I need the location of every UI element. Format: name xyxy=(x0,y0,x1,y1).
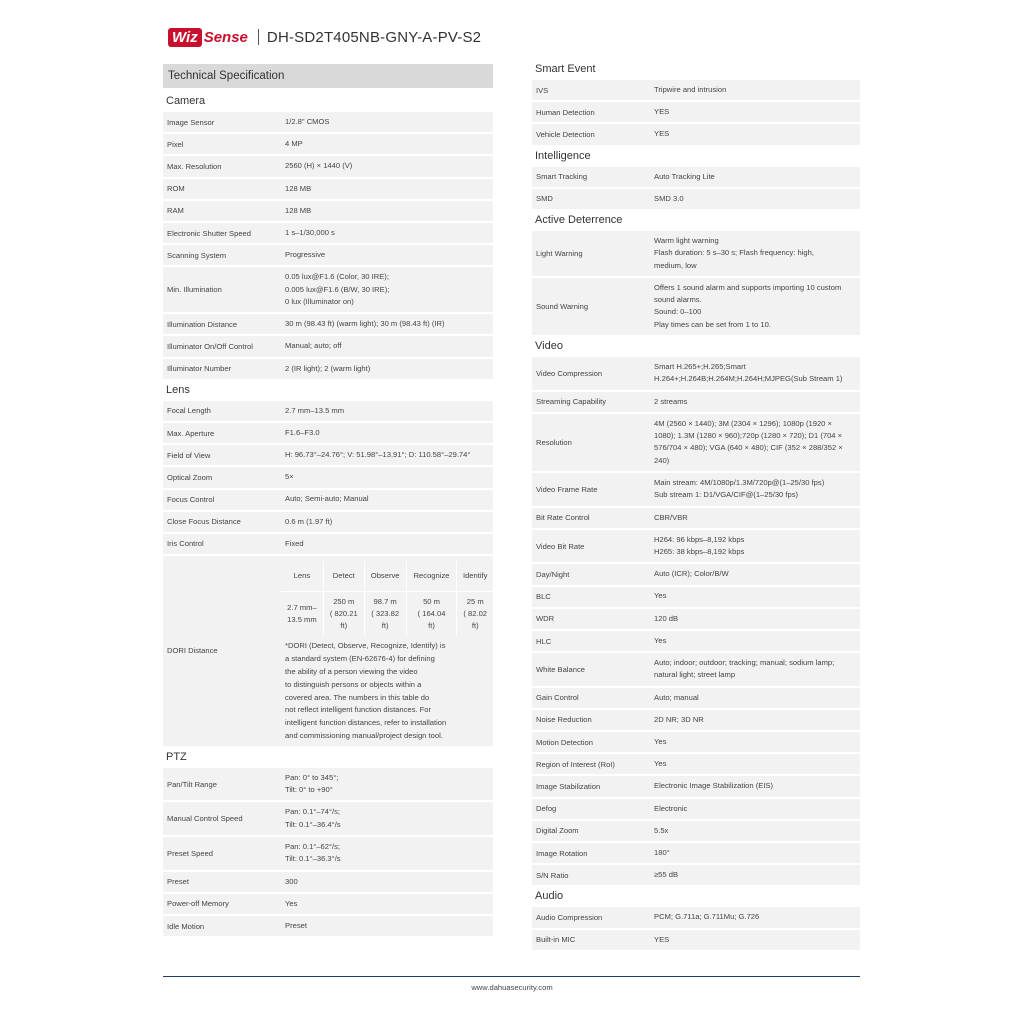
spec-value-line: Pan: 0° to 345°; xyxy=(285,772,339,782)
spec-value xyxy=(281,445,493,465)
dori-note-line: and commissioning manual/project design tool. xyxy=(285,731,443,741)
spec-row-human-detection xyxy=(532,102,860,122)
spec-key: Resolution xyxy=(536,437,572,447)
dori-note xyxy=(281,640,493,742)
spec-value xyxy=(650,653,860,686)
spec-key: Manual Control Speed xyxy=(167,814,243,824)
spec-row-wdr xyxy=(532,609,860,629)
spec-key: HLC xyxy=(536,636,552,646)
spec-value-line: H.264+;H.264B;H.264M;H.264H;MJPEG(Sub Stream 1) xyxy=(654,374,843,384)
spec-value xyxy=(650,102,860,122)
spec-value xyxy=(650,473,860,506)
spec-title: Technical Specification xyxy=(163,64,493,88)
spec-key: Bit Rate Control xyxy=(536,513,590,523)
spec-key: WDR xyxy=(536,614,555,624)
spec-row-dori xyxy=(163,556,493,746)
spec-row-noise-reduction xyxy=(532,710,860,730)
spec-value xyxy=(281,359,493,379)
spec-value xyxy=(650,631,860,651)
spec-value-line: 0.6 m (1.97 ft) xyxy=(285,516,333,526)
spec-value xyxy=(650,930,860,950)
spec-value-line: Tilt: 0.1°–36.3°/s xyxy=(285,854,341,864)
dori-cell-line: 25 m xyxy=(466,596,484,606)
spec-key: Motion Detection xyxy=(536,737,593,747)
dori-cell-line: ( 164.04 xyxy=(417,608,446,618)
dori-table xyxy=(281,561,493,636)
dori-cell-line: ft) xyxy=(340,621,348,631)
spec-value-line: PCM; G.711a; G.711Mu; G.726 xyxy=(654,912,760,922)
section-title-intelligence: Intelligence xyxy=(535,149,591,162)
spec-key: Human Detection xyxy=(536,107,595,117)
dori-cell xyxy=(364,591,406,636)
spec-value xyxy=(281,314,493,334)
spec-key: IVS xyxy=(536,85,549,95)
spec-row-day-night xyxy=(532,564,860,584)
left-sections xyxy=(163,92,493,554)
section-title-lens: Lens xyxy=(166,383,190,396)
spec-value xyxy=(281,423,493,443)
spec-row-focal-length xyxy=(163,401,493,421)
spec-key: Defog xyxy=(536,804,557,814)
spec-value xyxy=(281,156,493,176)
spec-key: Illuminator Number xyxy=(167,364,232,374)
dori-cell-line: ( 82.02 xyxy=(463,608,488,618)
spec-value-line: Pan: 0.1°–62°/s; xyxy=(285,842,341,852)
spec-value-line: 0.05 lux@F1.6 (Color, 30 IRE); xyxy=(285,272,389,282)
dori-note-line: a standard system (EN-62676-4) for defining xyxy=(285,654,435,664)
spec-value xyxy=(650,799,860,819)
spec-value xyxy=(650,688,860,708)
spec-value xyxy=(650,357,860,390)
spec-value-line: 0 lux (Illuminator on) xyxy=(285,296,354,306)
spec-key: Power-off Memory xyxy=(167,899,229,909)
spec-value-line: Fixed xyxy=(285,538,304,548)
spec-value-line: Sound: 0–100 xyxy=(654,307,702,317)
right-sections xyxy=(532,60,860,950)
spec-key: Max. Aperture xyxy=(167,428,215,438)
spec-row-smd xyxy=(532,189,860,209)
spec-key: Day/Night xyxy=(536,569,570,579)
right-column xyxy=(532,60,860,952)
spec-value xyxy=(281,534,493,554)
spec-key: Region of Interest (RoI) xyxy=(536,759,615,769)
spec-row-white-balance xyxy=(532,653,860,686)
spec-key: White Balance xyxy=(536,664,585,674)
spec-value xyxy=(281,112,493,132)
spec-key: Digital Zoom xyxy=(536,826,579,836)
spec-row-s-n-ratio xyxy=(532,865,860,885)
spec-row-max-resolution xyxy=(163,156,493,176)
spec-value-line: Tilt: 0.1°–36.4°/s xyxy=(285,819,341,829)
spec-key: Built-in MIC xyxy=(536,935,576,945)
spec-value-line: H: 96.73°–24.76°; V: 51.98°–13.91°; D: 110.58°–29.74° xyxy=(285,450,471,460)
spec-value-line: 128 MB xyxy=(285,205,312,215)
spec-row-built-in-mic xyxy=(532,930,860,950)
spec-value-line: Yes xyxy=(654,759,667,769)
spec-value-line: H264: 96 kbps–8,192 kbps xyxy=(654,534,745,544)
spec-value xyxy=(281,802,493,835)
spec-value-line: Electronic xyxy=(654,803,688,813)
dori-cell-line: 2.7 mm– xyxy=(287,602,317,612)
spec-value-line: Offers 1 sound alarm and supports importing 10 custom xyxy=(654,282,842,292)
spec-row-gain-control xyxy=(532,688,860,708)
spec-value xyxy=(650,392,860,412)
spec-value xyxy=(281,179,493,199)
spec-value xyxy=(650,587,860,607)
spec-row-optical-zoom xyxy=(163,467,493,487)
spec-row-video-frame-rate xyxy=(532,473,860,506)
spec-key: Min. Illumination xyxy=(167,285,222,295)
spec-key: Audio Compression xyxy=(536,912,603,922)
dori-cell-line: ( 323.82 xyxy=(371,608,400,618)
spec-key: Image Rotation xyxy=(536,848,588,858)
spec-value-line: Yes xyxy=(654,635,667,645)
spec-value xyxy=(281,223,493,243)
spec-row-resolution xyxy=(532,414,860,471)
dori-cell-line: ft) xyxy=(428,621,435,631)
dori-cell-line: 98.7 m xyxy=(373,596,397,606)
spec-value xyxy=(281,512,493,532)
spec-value-line: Sub stream 1: D1/VGA/CIF@(1–25/30 fps) xyxy=(654,490,799,500)
spec-key: Preset xyxy=(167,877,189,887)
dori-cell-line: 50 m xyxy=(423,596,440,606)
spec-value xyxy=(650,843,860,863)
spec-key: Noise Reduction xyxy=(536,715,592,725)
spec-value-line: 2.7 mm–13.5 mm xyxy=(285,405,345,415)
section-title-active-deterrence: Active Deterrence xyxy=(535,213,623,226)
spec-value xyxy=(281,267,493,312)
spec-value-line: natural light; street lamp xyxy=(654,670,736,680)
spec-value xyxy=(650,124,860,144)
spec-value xyxy=(281,916,493,936)
dori-cell xyxy=(457,591,493,636)
spec-key: Preset Speed xyxy=(167,848,214,858)
spec-row-ivs xyxy=(532,80,860,100)
spec-key: Electronic Shutter Speed xyxy=(167,228,252,238)
section-title-camera: Camera xyxy=(166,95,206,107)
dori-note-line: *DORI (Detect, Observe, Recognize, Identify) is xyxy=(285,641,446,651)
spec-row-blc xyxy=(532,587,860,607)
header-divider xyxy=(258,29,259,45)
spec-value-line: sound alarms. xyxy=(654,295,702,305)
page-header xyxy=(168,26,481,48)
spec-value-line: Manual; auto; off xyxy=(285,341,342,351)
spec-value-line: Flash duration: 5 s–30 s; Flash frequency: high, xyxy=(654,248,814,258)
dori-cell xyxy=(406,591,457,636)
spec-value-line: CBR/VBR xyxy=(654,512,688,522)
dori-header-recognize: Recognize xyxy=(406,561,457,591)
spec-value-line: 1/2.8" CMOS xyxy=(285,116,330,126)
spec-key: Pan/Tilt Range xyxy=(167,779,217,789)
spec-row-close-focus-distance xyxy=(163,512,493,532)
dori-value xyxy=(281,556,493,746)
logo-sense: Sense xyxy=(203,28,248,46)
section-title-smart-event: Smart Event xyxy=(535,63,596,75)
spec-value-line: 128 MB xyxy=(285,183,312,193)
spec-row-rom xyxy=(163,179,493,199)
section-title-audio: Audio xyxy=(535,890,564,903)
spec-value-line: Main stream: 4M/1080p/1.3M/720p@(1–25/30 fps) xyxy=(654,477,825,487)
spec-value xyxy=(281,837,493,870)
spec-value-line: 120 dB xyxy=(654,613,679,623)
spec-key: Field of View xyxy=(167,450,211,460)
spec-row-region-of-interest-roi xyxy=(532,754,860,774)
spec-key: Streaming Capability xyxy=(536,397,607,407)
spec-value-line: 4 MP xyxy=(285,139,303,149)
dori-cell-line: 13.5 mm xyxy=(287,615,317,625)
spec-value-line: Auto; indoor; outdoor; tracking; manual; sodium lamp; xyxy=(654,658,835,668)
spec-value-line: Tripwire and intrusion xyxy=(654,84,727,94)
dori-cell xyxy=(281,591,323,636)
spec-key: SMD xyxy=(536,194,553,204)
dori-cell-line: ft) xyxy=(471,621,479,631)
spec-row-image-rotation xyxy=(532,843,860,863)
section-title-ptz: PTZ xyxy=(166,750,187,763)
spec-key: Focus Control xyxy=(167,495,215,505)
spec-key: RAM xyxy=(167,206,184,216)
spec-row-pixel xyxy=(163,134,493,154)
spec-row-electronic-shutter-speed xyxy=(163,223,493,243)
spec-value-line: Warm light warning xyxy=(654,235,719,245)
spec-value-line: medium, low xyxy=(654,260,697,270)
spec-value-line: ≥55 dB xyxy=(654,870,679,880)
spec-value xyxy=(650,414,860,471)
spec-key: Video Bit Rate xyxy=(536,541,585,551)
spec-value-line: Auto Tracking Lite xyxy=(654,171,715,181)
spec-key: Illuminator On/Off Control xyxy=(167,341,253,351)
spec-key: Smart Tracking xyxy=(536,172,588,182)
spec-value xyxy=(650,907,860,927)
spec-value xyxy=(281,872,493,892)
spec-key: Pixel xyxy=(167,139,184,149)
section-title-video: Video xyxy=(535,340,563,353)
spec-value-line: YES xyxy=(654,129,670,139)
spec-value-line: F1.6–F3.0 xyxy=(285,427,320,437)
spec-row-focus-control xyxy=(163,490,493,510)
spec-row-audio-compression xyxy=(532,907,860,927)
spec-row-min-illumination xyxy=(163,267,493,312)
spec-value-line: 300 xyxy=(285,876,298,886)
wizsense-logo xyxy=(168,28,248,47)
spec-row-idle-motion xyxy=(163,916,493,936)
spec-value xyxy=(650,710,860,730)
spec-key: Gain Control xyxy=(536,693,579,703)
spec-value-line: 180° xyxy=(654,847,670,857)
spec-row-illuminator-number xyxy=(163,359,493,379)
spec-row-hlc xyxy=(532,631,860,651)
spec-row-image-stabilization xyxy=(532,776,860,796)
spec-row-digital-zoom xyxy=(532,821,860,841)
spec-value-line: SMD 3.0 xyxy=(654,193,684,203)
spec-row-max-aperture xyxy=(163,423,493,443)
spec-value-line: Electronic Image Stabilization (EIS) xyxy=(654,781,774,791)
spec-value xyxy=(650,278,860,335)
spec-row-ram xyxy=(163,201,493,221)
spec-value xyxy=(650,530,860,563)
spec-value-line: 4M (2560 × 1440); 3M (2304 × 1296); 1080p (1920 × xyxy=(654,418,832,428)
spec-key: Light Warning xyxy=(536,248,583,258)
left-column xyxy=(163,60,493,938)
spec-value-line: Yes xyxy=(654,591,667,601)
spec-value xyxy=(281,201,493,221)
dori-header-detect: Detect xyxy=(323,561,364,591)
spec-value-line: 2D NR; 3D NR xyxy=(654,714,704,724)
spec-value-line: Yes xyxy=(654,737,667,747)
spec-value-line: Tilt: 0° to +90° xyxy=(285,785,333,795)
spec-row-image-sensor xyxy=(163,112,493,132)
dori-note-line: not reflect intelligent function distances. For xyxy=(285,705,432,715)
dori-note-line: covered area. The numbers in this table do xyxy=(285,692,430,702)
spec-value-line: 1080); 1.3M (1280 × 960);720p (1280 × 720); D1 (704 × xyxy=(654,431,843,441)
spec-value-line: 5× xyxy=(285,472,294,482)
dori-cell-line: ft) xyxy=(381,621,389,631)
spec-key: Iris Control xyxy=(167,539,204,549)
spec-row-manual-control-speed xyxy=(163,802,493,835)
spec-row-scanning-system xyxy=(163,245,493,265)
spec-key: Close Focus Distance xyxy=(167,517,241,527)
spec-value-line: 576/704 × 480); VGA (640 × 480); CIF (352 × 288/352 × xyxy=(654,443,843,453)
spec-value xyxy=(650,732,860,752)
spec-row-smart-tracking xyxy=(532,167,860,187)
spec-key: DORI Distance xyxy=(167,646,218,656)
dori-note-line: intelligent function distances, refer to installation xyxy=(285,718,447,728)
spec-value xyxy=(281,467,493,487)
dori-note-line: the ability of a person viewing the video xyxy=(285,667,418,677)
spec-value xyxy=(650,80,860,100)
spec-value xyxy=(650,609,860,629)
ptz-section xyxy=(163,748,493,936)
spec-value xyxy=(650,754,860,774)
spec-row-video-compression xyxy=(532,357,860,390)
spec-value-line: 5.5x xyxy=(654,825,669,835)
spec-value xyxy=(281,490,493,510)
spec-value-line: YES xyxy=(654,934,670,944)
spec-value xyxy=(650,865,860,885)
spec-row-vehicle-detection xyxy=(532,124,860,144)
dori-header-observe: Observe xyxy=(364,561,406,591)
spec-value-line: 30 m (98.43 ft) (warm light); 30 m (98.43 ft) (IR) xyxy=(285,319,445,329)
spec-row-field-of-view xyxy=(163,445,493,465)
spec-row-preset-speed xyxy=(163,837,493,870)
dori-header-identify: Identify xyxy=(457,561,493,591)
spec-value xyxy=(281,134,493,154)
spec-key: Max. Resolution xyxy=(167,161,222,171)
spec-row-streaming-capability xyxy=(532,392,860,412)
spec-value xyxy=(650,189,860,209)
spec-row-video-bit-rate xyxy=(532,530,860,563)
spec-key: BLC xyxy=(536,592,551,602)
spec-key: ROM xyxy=(167,184,185,194)
spec-row-defog xyxy=(532,799,860,819)
logo-wiz: Wiz xyxy=(168,28,202,47)
spec-value-line: 1 s–1/30,000 s xyxy=(285,227,335,237)
spec-row-pan-tilt-range xyxy=(163,768,493,801)
spec-key: Idle Motion xyxy=(167,921,205,931)
spec-value xyxy=(281,894,493,914)
model-number: DH-SD2T405NB-GNY-A-PV-S2 xyxy=(266,28,482,46)
spec-key: S/N Ratio xyxy=(536,870,569,880)
spec-key: Image Sensor xyxy=(167,117,215,127)
spec-key: Scanning System xyxy=(167,250,227,260)
spec-value xyxy=(650,821,860,841)
spec-value-line: Preset xyxy=(285,920,307,930)
spec-value-line: Yes xyxy=(285,898,298,908)
spec-key: Sound Warning xyxy=(536,301,589,311)
footer-url: www.dahuasecurity.com xyxy=(471,983,553,992)
spec-value-line: Auto; manual xyxy=(654,692,699,702)
spec-value xyxy=(281,336,493,356)
spec-value xyxy=(281,768,493,801)
spec-value-line: Auto (ICR); Color/B/W xyxy=(654,569,729,579)
spec-value-line: Pan: 0.1°–74°/s; xyxy=(285,807,341,817)
spec-row-sound-warning xyxy=(532,278,860,335)
spec-row-iris-control xyxy=(163,534,493,554)
spec-value-line: Auto; Semi-auto; Manual xyxy=(285,494,369,504)
spec-value-line: Play times can be set from 1 to 10. xyxy=(654,319,771,329)
spec-value xyxy=(650,564,860,584)
spec-row-light-warning xyxy=(532,231,860,276)
spec-value xyxy=(650,231,860,276)
spec-value xyxy=(281,245,493,265)
spec-row-motion-detection xyxy=(532,732,860,752)
spec-row-preset xyxy=(163,872,493,892)
spec-value-line: 2560 (H) × 1440 (V) xyxy=(285,161,353,171)
spec-key: Image Stabilization xyxy=(536,782,601,792)
spec-value-line: 240) xyxy=(654,455,670,465)
dori-cell-line: ( 820.21 xyxy=(329,608,358,618)
spec-value-line: 0.005 lux@F1.6 (B/W, 30 IRE); xyxy=(285,284,390,294)
spec-value-line: 2 (IR light); 2 (warm light) xyxy=(285,363,371,373)
spec-value-line: Progressive xyxy=(285,250,326,260)
spec-key: Illumination Distance xyxy=(167,319,238,329)
spec-value-line: 2 streams xyxy=(654,396,688,406)
spec-row-illumination-distance xyxy=(163,314,493,334)
spec-value xyxy=(650,508,860,528)
spec-key: Video Frame Rate xyxy=(536,484,598,494)
spec-value-line: H265: 38 kbps–8,192 kbps xyxy=(654,547,745,557)
spec-value-line: Smart H.265+;H.265;Smart xyxy=(654,362,746,372)
spec-key: Video Compression xyxy=(536,368,603,378)
spec-key: Focal Length xyxy=(167,406,211,416)
dori-note-line: to distinguish persons or objects within a xyxy=(285,679,422,689)
dori-cell-line: 250 m xyxy=(333,596,355,606)
spec-key: Vehicle Detection xyxy=(536,129,595,139)
dori-header-lens: Lens xyxy=(281,561,323,591)
spec-key: Optical Zoom xyxy=(167,472,213,482)
spec-row-bit-rate-control xyxy=(532,508,860,528)
spec-row-power-off-memory xyxy=(163,894,493,914)
spec-value xyxy=(281,401,493,421)
spec-value xyxy=(650,776,860,796)
spec-value-line: YES xyxy=(654,107,670,117)
footer-rule xyxy=(163,976,860,977)
dori-cell xyxy=(323,591,364,636)
spec-value xyxy=(650,167,860,187)
spec-row-illuminator-on-off-control xyxy=(163,336,493,356)
